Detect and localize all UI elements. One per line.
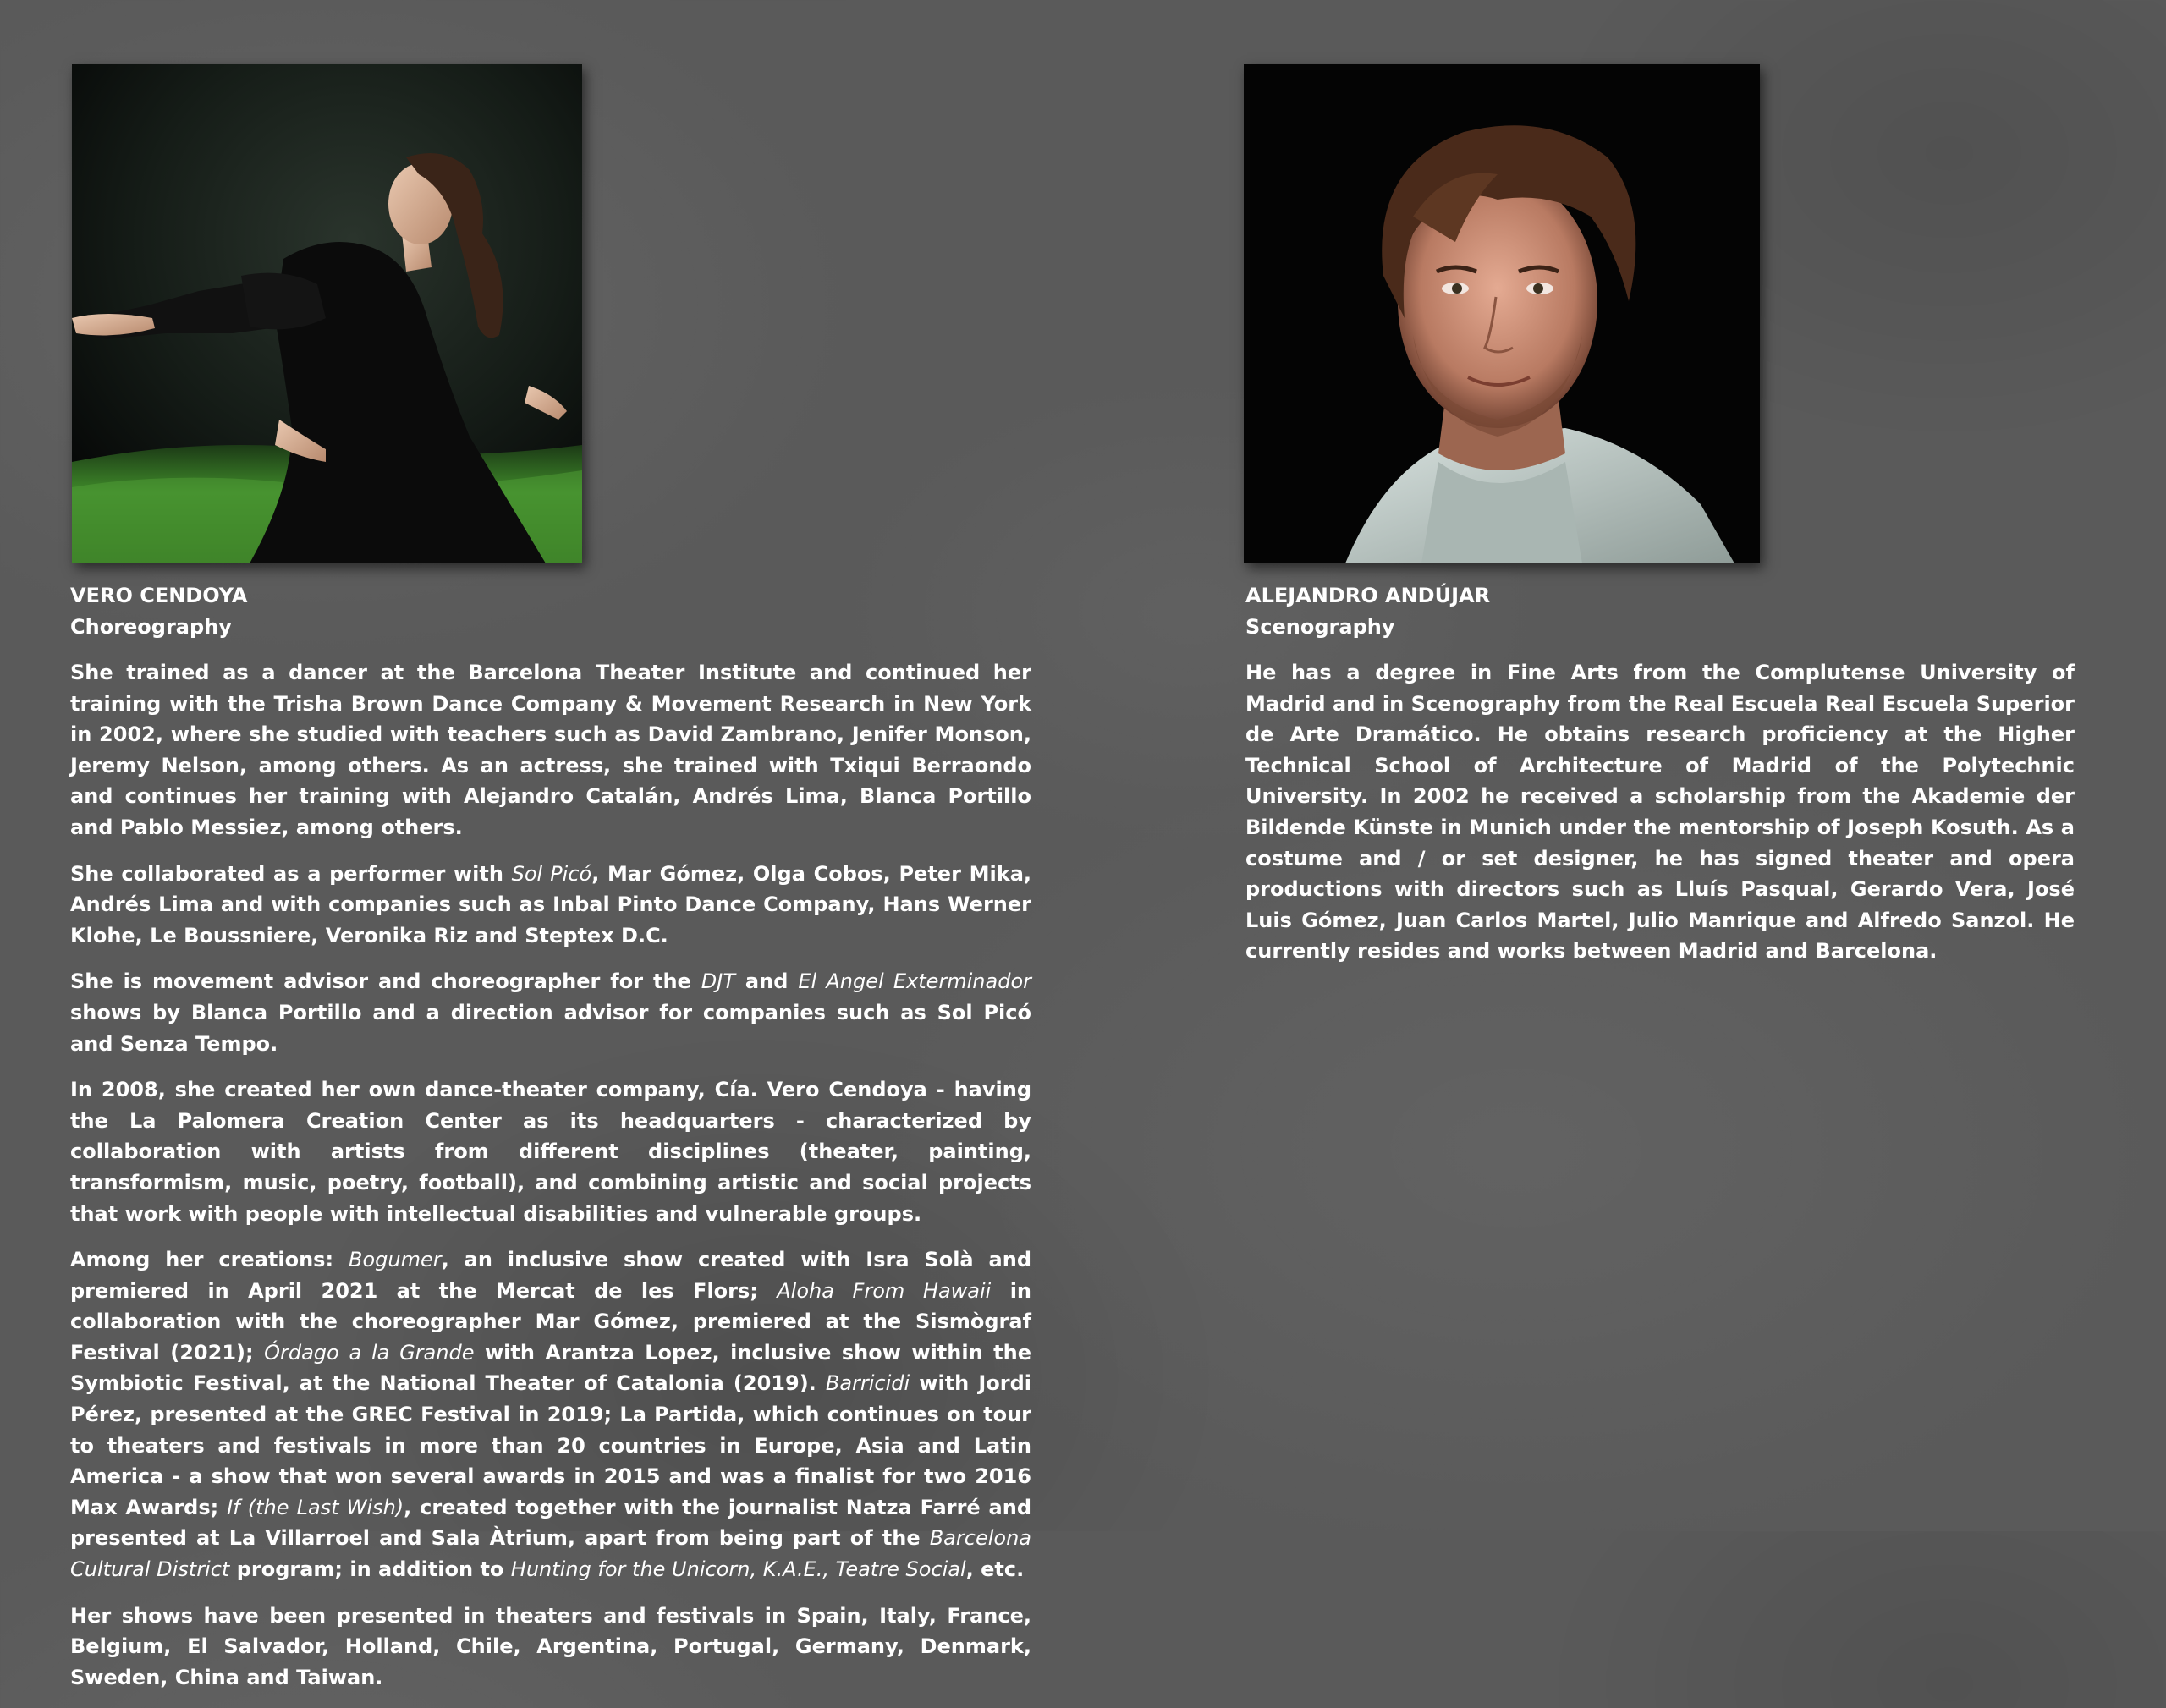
text-run: , created together with the journalist Natza Farré and presented at La Villarroel and Sala Àtrium, apart from being part of the — [70, 1495, 1031, 1551]
italic-title: Barricidi — [825, 1371, 910, 1396]
italic-title: Bogumer — [349, 1248, 442, 1272]
text-run: with Arantza Lopez, inclusive show within the Symbiotic Festival, at the National Theater of Catalonia (2019). — [70, 1340, 1031, 1396]
text-run: She collaborated as a performer with — [70, 861, 512, 886]
italic-title: If (the Last Wish) — [227, 1495, 404, 1519]
text-run: , Mar Gómez, Olga Cobos, Peter Mika, Andrés Lima and with companies such as Inbal Pinto Dance Company, Hans Werner Klohe, Le Boussniere, Veronika Riz and Steptex D.C. — [70, 861, 1032, 947]
bio-text-left — [70, 580, 1031, 1708]
dancer-photo-image — [72, 64, 582, 563]
text-run: Her shows have been presented in theaters and festivals in Spain, Italy, France, Belgium, El Salvador, Holland, Chile, Argentina, Portugal, Germany, Denmark, Sweden, China and Taiwan. — [70, 1603, 1031, 1689]
text-run: shows by Blanca Portillo and a direction advisor for companies such as Sol Picó and Senza Tempo. — [70, 1000, 1031, 1056]
bio-paragraphs — [70, 657, 1031, 1693]
italic-title: El Angel Exterminador — [798, 969, 1032, 994]
text-run: She is movement advisor and choreographer for the — [70, 969, 701, 994]
bio-paragraph — [70, 657, 1031, 843]
bio-paragraph — [70, 859, 1031, 952]
italic-title: Aloha From Hawaii — [777, 1278, 992, 1303]
bio-text-right — [1245, 580, 2075, 982]
bio-paragraphs — [1245, 657, 2075, 967]
dancer-photo — [72, 64, 582, 563]
text-run: She trained as a dancer at the Barcelona Theater Institute and continued her training with the Trisha Brown Dance Company & Movement Research in New York in 2002, where she studied with teachers such as David Zambrano, Jenifer Monson, Jeremy Nelson, among others. As an actress, she trained with Txiqui Berraondo and continues her training with Alejandro Catalán, Andrés Lima, Blanca Portillo and Pablo Messiez, among others. — [70, 661, 1031, 839]
italic-title: Hunting for the Unicorn, K.A.E., Teatre Social — [510, 1557, 966, 1582]
portrait-photo-image — [1244, 64, 1760, 563]
person-name: VERO CENDOYA — [70, 584, 248, 607]
text-run: with Jordi Pérez, presented at the GREC Festival in 2019; La Partida, which continues on tour to theaters and festivals in more than 20 countries in Europe, Asia and Latin America - a show that won several awards in 2015 and was a finalist for two 2016 Max Awards; — [70, 1371, 1031, 1519]
text-run: , an inclusive show created with Isra Solà and premiered in April 2021 at the Mercat de les Flors; — [70, 1248, 1032, 1303]
person-name: ALEJANDRO ANDÚJAR — [1245, 584, 1491, 607]
portrait-photo — [1244, 64, 1760, 563]
italic-title: Barcelona Cultural District — [70, 1526, 1031, 1582]
bio-paragraph — [70, 1601, 1031, 1694]
text-run: Among her creations: — [70, 1248, 349, 1272]
italic-title: DJT — [701, 969, 735, 994]
bio-paragraph — [70, 1244, 1031, 1585]
italic-title: Sol Picó — [511, 861, 592, 886]
text-run: In 2008, she created her own dance-theater company, Cía. Vero Cendoya - having the La Palomera Creation Center as its headquarters - characterized by collaboration with artists from different disciplines (theater, painting, transformism, music, poetry, football), and combining artistic and social projects that work with people with intellectual disabilities and vulnerable groups. — [70, 1078, 1031, 1226]
text-run: and — [734, 969, 799, 994]
person-role: Choreography — [70, 615, 232, 639]
bio-paragraph — [70, 1074, 1031, 1229]
text-run: program; in addition to — [229, 1557, 511, 1582]
italic-title: Órdago a la Grande — [264, 1340, 475, 1365]
bio-paragraph — [70, 966, 1031, 1059]
text-run: in collaboration with the choreographer Mar Gómez, premiered at the Sismògraf Festival (2021); — [70, 1278, 1032, 1365]
person-role: Scenography — [1245, 615, 1395, 639]
bio-paragraph — [1245, 657, 2075, 967]
text-run: He has a degree in Fine Arts from the Complutense University of Madrid and in Scenography from the Real Escuela Real Escuela Superior de Arte Dramático. He obtains research proficiency at the Higher Technical School of Architecture of Madrid of the Polytechnic University. In 2002 he received a scholarship from the Akademie der Bildende Künste in Munich under the mentorship of Joseph Kosuth. As a costume and / or set designer, he has signed theater and opera productions with directors such as Lluís Pasqual, Gerardo Vera, José Luis Gómez, Juan Carlos Martel, Julio Manrique and Alfredo Sanzol. He currently resides and works between Madrid and Barcelona. — [1245, 661, 2075, 964]
text-run: , etc. — [965, 1557, 1025, 1582]
